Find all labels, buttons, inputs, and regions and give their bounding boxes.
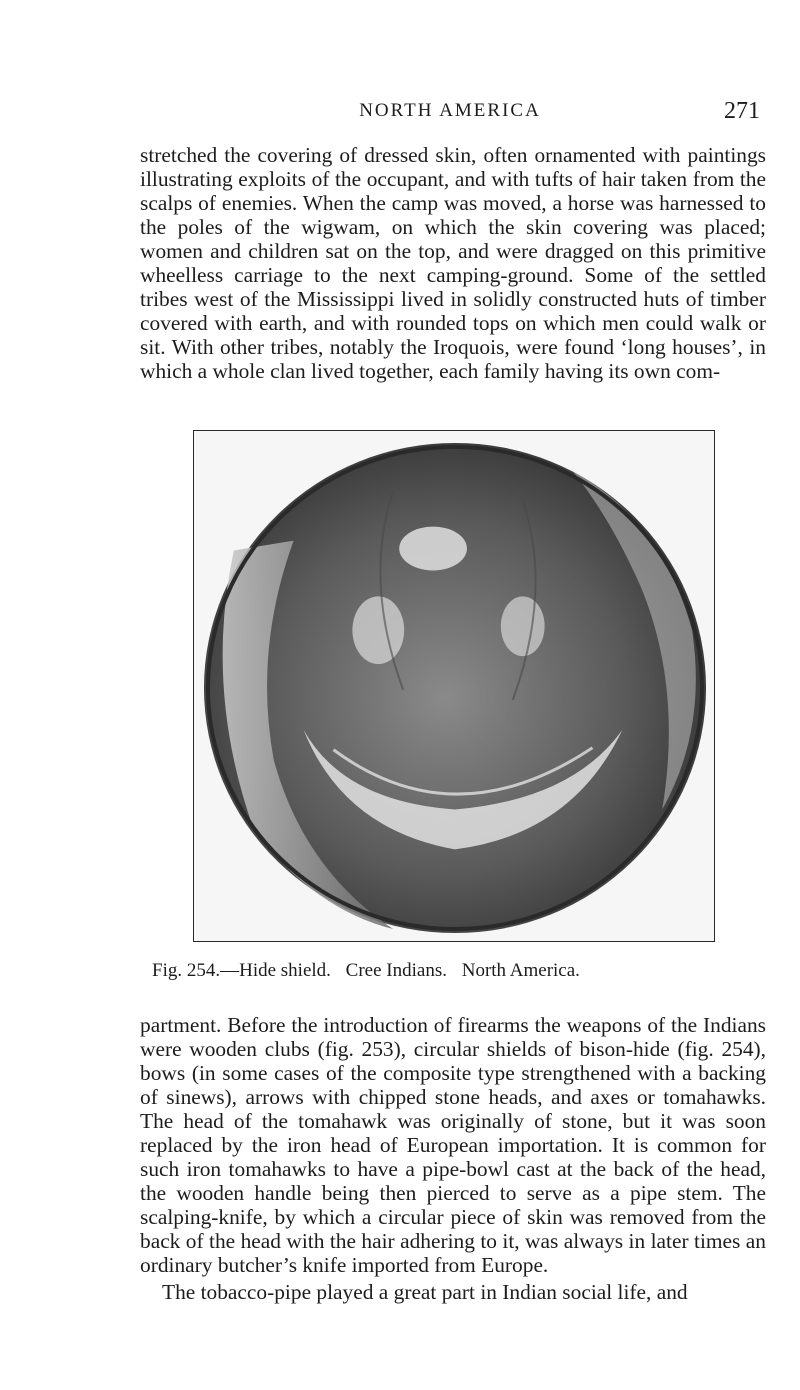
caption-figure-number: Fig. 254.—Hide shield.	[152, 960, 331, 981]
body-paragraph-1: stretched the covering of dressed skin, often ornamented with paintings illustrating exploits of the occupant, and with tufts of hair taken from the scalps of enemies. When the camp was moved, a horse was harnessed to the poles of the wigwam, on which the skin covering was placed; women and children sat on the top, and were dragged on this primitive wheelless carriage to the next camping-ground. Some of the settled tribes west of the Mississippi lived in solidly constructed huts of timber covered with earth, and with rounded tops on which men could walk or sit. With other tribes, notably the Iroquois, were found ‘long houses’, in which a whole clan lived together, each family having its own com-	[140, 143, 766, 383]
page-number: 271	[724, 98, 760, 124]
caption-region: North America.	[461, 960, 580, 981]
body-paragraph-2: partment. Before the introduction of firearms the weapons of the Indians were wooden clubs (fig. 253), circular shields of bison-hide (fig. 254), bows (in some cases of the composite type strengthened with a backing of sinews), arrows with chipped stone heads, and axes or tomahawks. The head of the tomahawk was originally of stone, but it was soon replaced by the iron head of European importation. It is common for such iron tomahawks to have a pipe-bowl cast at the back of the head, the wooden handle being then pierced to serve as a pipe stem. The scalping-knife, by which a circular piece of skin was removed from the back of the head with the hair adhering to it, was always in later times an ordinary butcher’s knife imported from Europe.	[140, 1013, 766, 1277]
running-head	[140, 98, 760, 128]
caption-people: Cree Indians.	[345, 960, 447, 981]
body-paragraph-3: The tobacco-pipe played a great part in Indian social life, and	[162, 1280, 688, 1304]
shield-left-eye	[352, 596, 404, 664]
shield-upper-mark	[399, 527, 467, 571]
hide-shield-illustration	[194, 431, 714, 941]
figure-caption	[152, 960, 792, 982]
shield-right-eye	[501, 596, 545, 656]
running-title: NORTH AMERICA	[359, 100, 541, 121]
figure-hide-shield	[193, 430, 715, 942]
